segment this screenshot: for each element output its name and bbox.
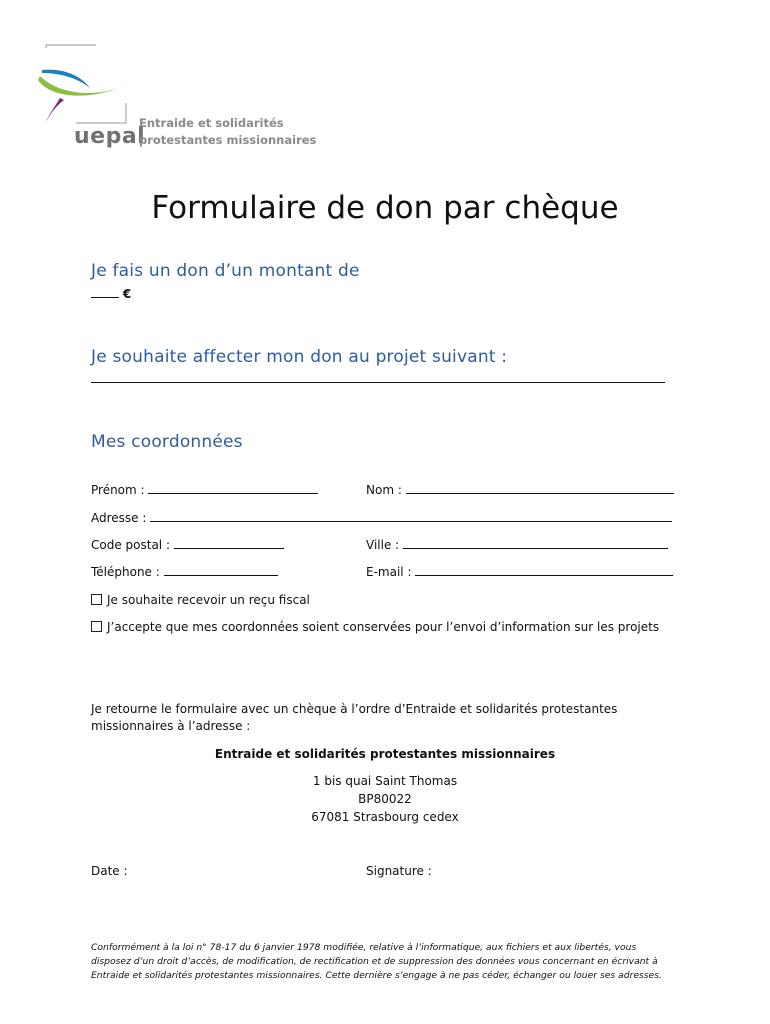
ville-blank[interactable] xyxy=(403,538,668,549)
return-text-line1: Je retourne le formulaire avec un chèque à l’ordre d’Entraide et solidarités protestantes xyxy=(91,702,618,716)
adresse-blank[interactable] xyxy=(150,511,672,522)
data-consent-label: J’accepte que mes coordonnées soient conservées pour l’envoi d’information sur les projets xyxy=(107,620,660,634)
recipient-org: Entraide et solidarités protestantes missionnaires xyxy=(214,747,556,761)
amount-field[interactable] xyxy=(91,287,131,301)
amount-blank[interactable] xyxy=(91,287,119,298)
fiscal-receipt-checkbox[interactable] xyxy=(91,594,102,605)
org-name-line2: protestantes missionnaires xyxy=(139,133,317,147)
prenom-label: Prénom : xyxy=(91,483,145,497)
amount-heading: Je fais un don d’un montant de xyxy=(91,261,360,281)
brand-name: uepal xyxy=(74,124,146,149)
nom-blank[interactable] xyxy=(406,483,674,494)
fiscal-receipt-label: Je souhaite recevoir un reçu fiscal xyxy=(107,593,310,607)
legal-line3: Entraide et solidarités protestantes missionnaires. Cette dernière s’engage à ne pas céder, échanger ou louer ses adresses. xyxy=(91,970,662,981)
adresse-field[interactable] xyxy=(91,511,672,525)
date-label: Date : xyxy=(91,864,128,878)
ville-field[interactable] xyxy=(366,538,668,552)
address-line3: 67081 Strasbourg cedex xyxy=(311,810,459,824)
tel-blank[interactable] xyxy=(164,565,278,576)
project-heading: Je souhaite affecter mon don au projet suivant : xyxy=(91,347,508,367)
tel-label: Téléphone : xyxy=(91,565,160,579)
org-name-line1: Entraide et solidarités xyxy=(139,116,284,130)
cp-field[interactable] xyxy=(91,538,284,552)
data-consent-option[interactable] xyxy=(91,620,659,634)
signature-label: Signature : xyxy=(366,864,432,878)
email-label: E-mail : xyxy=(366,565,412,579)
cp-blank[interactable] xyxy=(174,538,284,549)
prenom-field[interactable] xyxy=(91,483,318,497)
legal-notice xyxy=(91,941,691,983)
address-line2: BP80022 xyxy=(358,792,412,806)
adresse-label: Adresse : xyxy=(91,511,147,525)
nom-field[interactable] xyxy=(366,483,674,497)
cp-label: Code postal : xyxy=(91,538,170,552)
coords-heading: Mes coordonnées xyxy=(91,432,243,452)
email-field[interactable] xyxy=(366,565,673,579)
tel-field[interactable] xyxy=(91,565,278,579)
ville-label: Ville : xyxy=(366,538,400,552)
page-title: Formulaire de don par chèque xyxy=(151,190,619,226)
address-line1: 1 bis quai Saint Thomas xyxy=(312,774,458,788)
email-blank[interactable] xyxy=(415,565,673,576)
data-consent-checkbox[interactable] xyxy=(91,621,102,632)
nom-label: Nom : xyxy=(366,483,402,497)
currency-symbol: € xyxy=(122,287,132,301)
prenom-blank[interactable] xyxy=(148,483,318,494)
project-blank[interactable] xyxy=(91,372,665,383)
return-text-line2: missionnaires à l’adresse : xyxy=(91,719,251,733)
legal-line2: disposez d’un droit d’accès, de modification, de rectification et de suppression des données vous concernant en écrivant à xyxy=(91,956,658,967)
fiscal-receipt-option[interactable] xyxy=(91,593,310,607)
project-field[interactable] xyxy=(91,372,665,386)
logo-swoosh-icon xyxy=(30,40,140,130)
legal-line1: Conformément à la loi n° 78-17 du 6 janvier 1978 modifiée, relative à l’informatique, aux fichiers et aux libertés, vous xyxy=(91,942,637,953)
